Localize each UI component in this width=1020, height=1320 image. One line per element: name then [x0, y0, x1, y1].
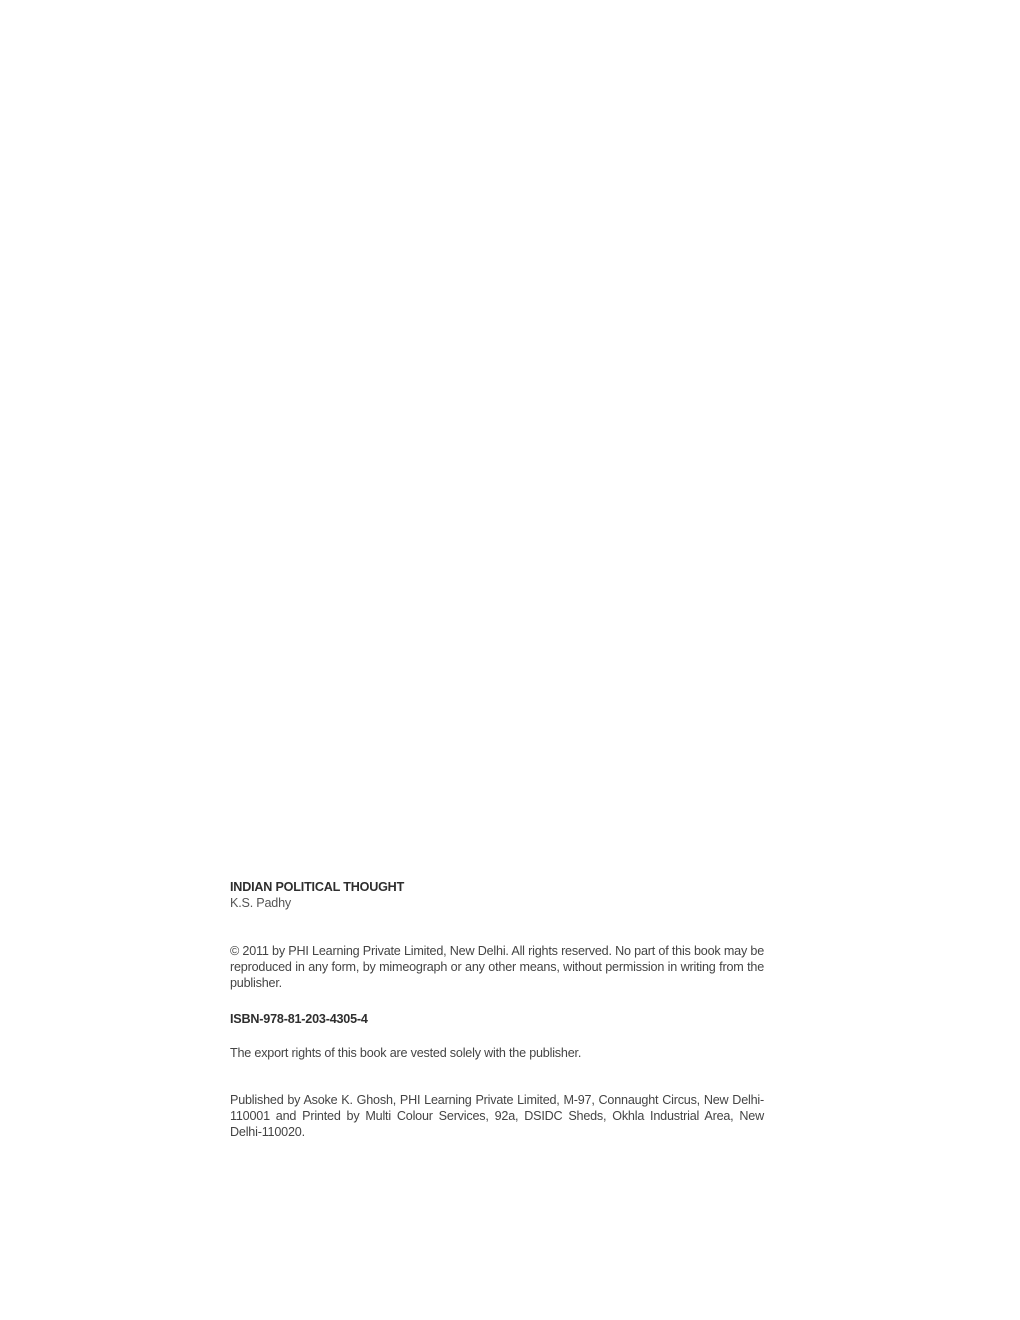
publisher-info: Published by Asoke K. Ghosh, PHI Learning Private Limited, M-97, Connaught Circus, New Delhi-110001 and Printed by Multi Colour Services, 92a, DSIDC Sheds, Okhla Industrial Area, New Delhi-110020. — [230, 1093, 764, 1139]
copyright-notice: © 2011 by PHI Learning Private Limited, New Delhi. All rights reserved. No part of this book may be reproduced in any form, by mimeograph or any other means, without permission in writing from the publisher. — [230, 944, 764, 990]
book-title: INDIAN POLITICAL THOUGHT — [230, 880, 405, 894]
export-rights-notice: The export rights of this book are vested solely with the publisher. — [230, 1046, 582, 1060]
imprint-block — [230, 879, 764, 1140]
author-name: K.S. Padhy — [230, 896, 292, 910]
isbn: ISBN-978-81-203-4305-4 — [230, 1012, 368, 1026]
